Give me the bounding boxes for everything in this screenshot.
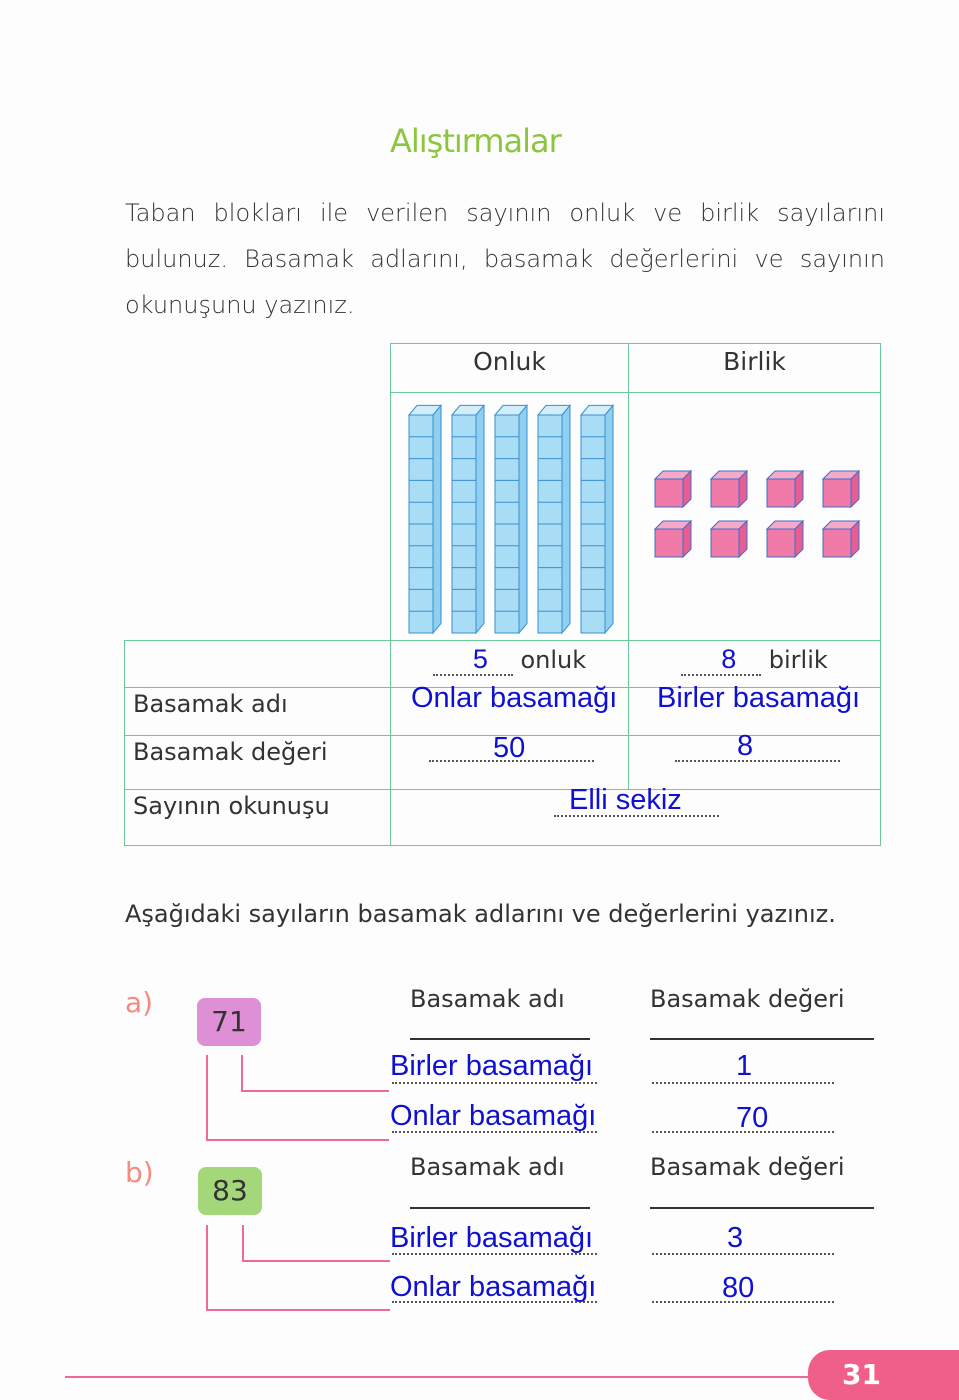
tens-blocks-cell [390, 392, 629, 641]
row-label-basamak-adi: Basamak adı [124, 687, 391, 736]
page-number: 31 [808, 1350, 959, 1400]
unit-cube [711, 471, 747, 507]
col-header-value-b: Basamak değeri [650, 1153, 845, 1181]
unit-cube [711, 521, 747, 557]
answer-tens-name[interactable]: Onlar basamağı [411, 682, 618, 714]
answer-ones-name[interactable]: Birler basamağı [657, 682, 861, 714]
answer-a-tens-value[interactable]: 70 [736, 1102, 769, 1134]
tens-count-cell: 5 onluk [390, 640, 629, 688]
label-a: a) [125, 986, 154, 1019]
unit-cubes-illustration [629, 393, 880, 640]
tens-rod [495, 405, 527, 633]
ones-count-cell: 8 birlik [628, 640, 881, 688]
unit-cube [823, 521, 859, 557]
answer-reading[interactable]: Elli sekiz [569, 784, 682, 816]
answer-b-ones-name[interactable]: Birler basamağı [390, 1222, 594, 1254]
unit-cube [767, 471, 803, 507]
tens-rod [538, 405, 570, 633]
row-label-okunusu: Sayının okunuşu [124, 789, 391, 846]
tens-rod [581, 405, 613, 633]
answer-a-ones-value[interactable]: 1 [736, 1050, 753, 1082]
number-box-71: 71 [197, 998, 261, 1046]
page-title: Alıştırmalar [390, 122, 561, 160]
number-box-83: 83 [198, 1167, 262, 1215]
tens-rod [409, 405, 441, 633]
ones-blocks-cell [628, 392, 881, 641]
row-label-basamak-degeri: Basamak değeri [124, 735, 391, 790]
answer-tens-value[interactable]: 50 [493, 732, 526, 764]
tens-rod [452, 405, 484, 633]
col-header-name: Basamak adı [410, 985, 565, 1013]
instruction-text: Taban blokları ile verilen sayının onluk ve birlik sayılarını bulunuz. Basamak adlarını, basamak değerlerini ve sayının okunuşunu yazınız. [125, 199, 885, 319]
unit-cube [767, 521, 803, 557]
header-onluk: Onluk [390, 343, 629, 393]
answer-b-ones-value[interactable]: 3 [727, 1222, 744, 1254]
unit-cube [655, 471, 691, 507]
answer-b-tens-name[interactable]: Onlar basamağı [390, 1271, 597, 1303]
answer-a-ones-name[interactable]: Birler basamağı [390, 1050, 594, 1082]
answer-a-tens-name[interactable]: Onlar basamağı [390, 1100, 597, 1132]
answer-ones-value[interactable]: 8 [737, 730, 754, 762]
header-birlik: Birlik [628, 343, 881, 393]
col-header-name-b: Basamak adı [410, 1153, 565, 1181]
answer-b-tens-value[interactable]: 80 [722, 1272, 755, 1304]
footer-line [65, 1376, 825, 1378]
col-header-value: Basamak değeri [650, 985, 845, 1013]
section2-instruction: Aşağıdaki sayıların basamak adlarını ve değerlerini yazınız. [125, 900, 836, 928]
unit-cube [823, 471, 859, 507]
unit-cube [655, 521, 691, 557]
label-b: b) [125, 1156, 154, 1189]
tens-rods-illustration [391, 393, 628, 640]
